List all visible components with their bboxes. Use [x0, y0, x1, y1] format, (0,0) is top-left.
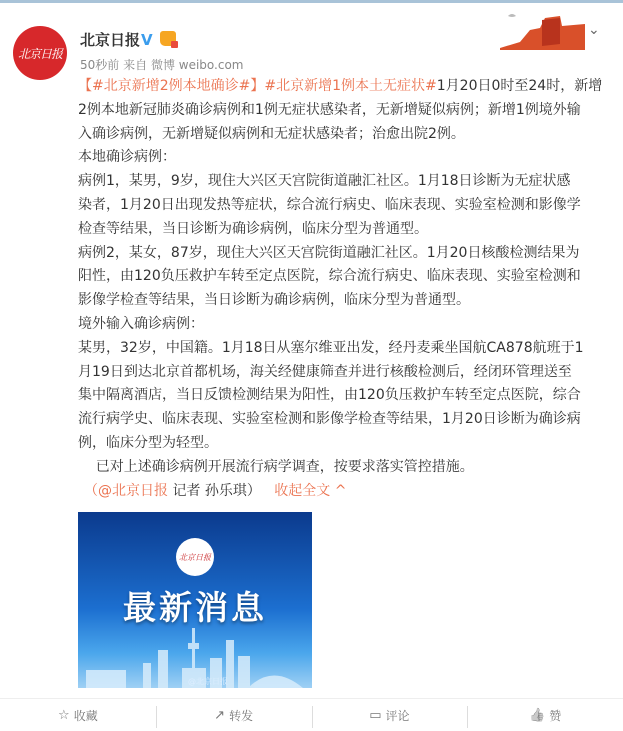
post-text — [78, 75, 608, 503]
member-crown-icon[interactable] — [160, 31, 176, 46]
post-line: 已对上述确诊病例开展流行病学调查，按要求落实管控措施。 — [78, 458, 474, 475]
mention-link[interactable]: @北京日报 — [98, 482, 168, 499]
paren: （ — [84, 482, 98, 499]
star-icon: ☆ — [58, 707, 70, 723]
image-watermark: @北京日报 — [188, 677, 228, 686]
share-icon: ↗ — [214, 707, 226, 723]
post-line: 染者，1月20日出现发热等症状，综合流行病史、临床表现、实验室检测和影像学 — [78, 196, 581, 213]
post-line: 影像学检查等结果，当日诊断为确诊病例，临床分型为普通型。 — [78, 292, 470, 309]
repost-button[interactable] — [156, 699, 312, 731]
post-line: 入确诊病例，无新增疑似病例和无症状感染者；治愈出院2例。 — [78, 125, 465, 142]
post-meta — [80, 56, 244, 73]
like-label: 赞 — [549, 708, 562, 723]
bracket: 【 — [78, 78, 92, 94]
repost-label: 转发 — [229, 708, 254, 723]
post-line: 流行病学史、临床表现、实验室检测和影像学检查等结果，1月20日诊断为确诊病 — [78, 411, 581, 428]
top-border — [0, 0, 623, 3]
post-line: 集中隔离酒店，当日反馈检测结果为阳性，由120负压救护车转至定点医院，综合 — [78, 387, 581, 404]
verified-icon: V — [141, 31, 153, 49]
newspaper-logo — [176, 538, 214, 576]
bracket: 】 — [250, 78, 265, 94]
post-line: 病例1，某男，9岁，现住大兴区天宫院街道融汇社区。1月18日诊断为无症状感 — [78, 173, 571, 190]
post-image[interactable] — [78, 512, 312, 688]
hashtag-link[interactable]: #北京新增2例本地确诊# — [92, 78, 251, 94]
avatar[interactable] — [13, 26, 67, 80]
post-text-segment: 1月20日0时至24时，新增 — [436, 78, 603, 94]
post-line: 病例2，某女，87岁，现住大兴区天宫院街道融汇社区。1月20日核酸检测结果为 — [78, 244, 580, 261]
post-line: 月19日到达北京首都机场，海关经健康筛查并进行核酸检测后，经闭环管理送至 — [78, 363, 572, 380]
post-source[interactable]: 微博 weibo.com — [150, 58, 244, 72]
like-button[interactable] — [467, 699, 623, 731]
post-line: 检查等结果，当日诊断为确诊病例，临床分型为普通型。 — [78, 220, 428, 237]
comment-label: 评论 — [385, 708, 410, 723]
collapse-text-button[interactable]: 收起全文 ^ — [274, 482, 347, 499]
logo-text: 北京日报 — [179, 552, 211, 562]
hashtag-link[interactable]: #北京新增1例本土无症状# — [264, 78, 437, 94]
post-line: 2例本地新冠肺炎确诊病例和1例无症状感染者，无新增疑似病例；新增1例境外输 — [78, 101, 581, 118]
account-name[interactable]: 北京日报 — [80, 31, 141, 49]
source-prefix: 来自 — [123, 58, 148, 72]
post-line: 例，临床分型为轻型。 — [78, 434, 218, 451]
image-title: 最新消息 — [123, 588, 267, 627]
action-bar — [0, 698, 623, 731]
post-line: 阳性，由120负压救护车转至定点医院，综合流行病史、临床表现、实验室检测和 — [78, 268, 581, 285]
post-line: 境外输入确诊病例： — [78, 315, 204, 332]
more-options-chevron-icon[interactable]: ⌄ — [588, 22, 600, 38]
post-line: 某男，32岁，中国籍。1月18日从塞尔维亚出发，经丹麦乘坐国航CA878航班于1 — [78, 339, 584, 356]
avatar-text: 北京日报 — [17, 46, 62, 61]
post-line: 本地确诊病例： — [78, 149, 176, 166]
favorite-button[interactable] — [0, 699, 156, 731]
comment-button[interactable] — [312, 699, 468, 731]
post-time[interactable]: 50秒前 — [80, 58, 120, 72]
thumbs-up-icon: 👍 — [529, 707, 546, 723]
great-wall-decoration-icon — [500, 8, 585, 50]
comment-icon: ▭ — [369, 707, 382, 723]
post-line — [78, 75, 608, 99]
favorite-label: 收藏 — [73, 708, 98, 723]
reporter: 记者 孙乐琪） — [168, 482, 261, 499]
credit-line — [78, 480, 608, 504]
